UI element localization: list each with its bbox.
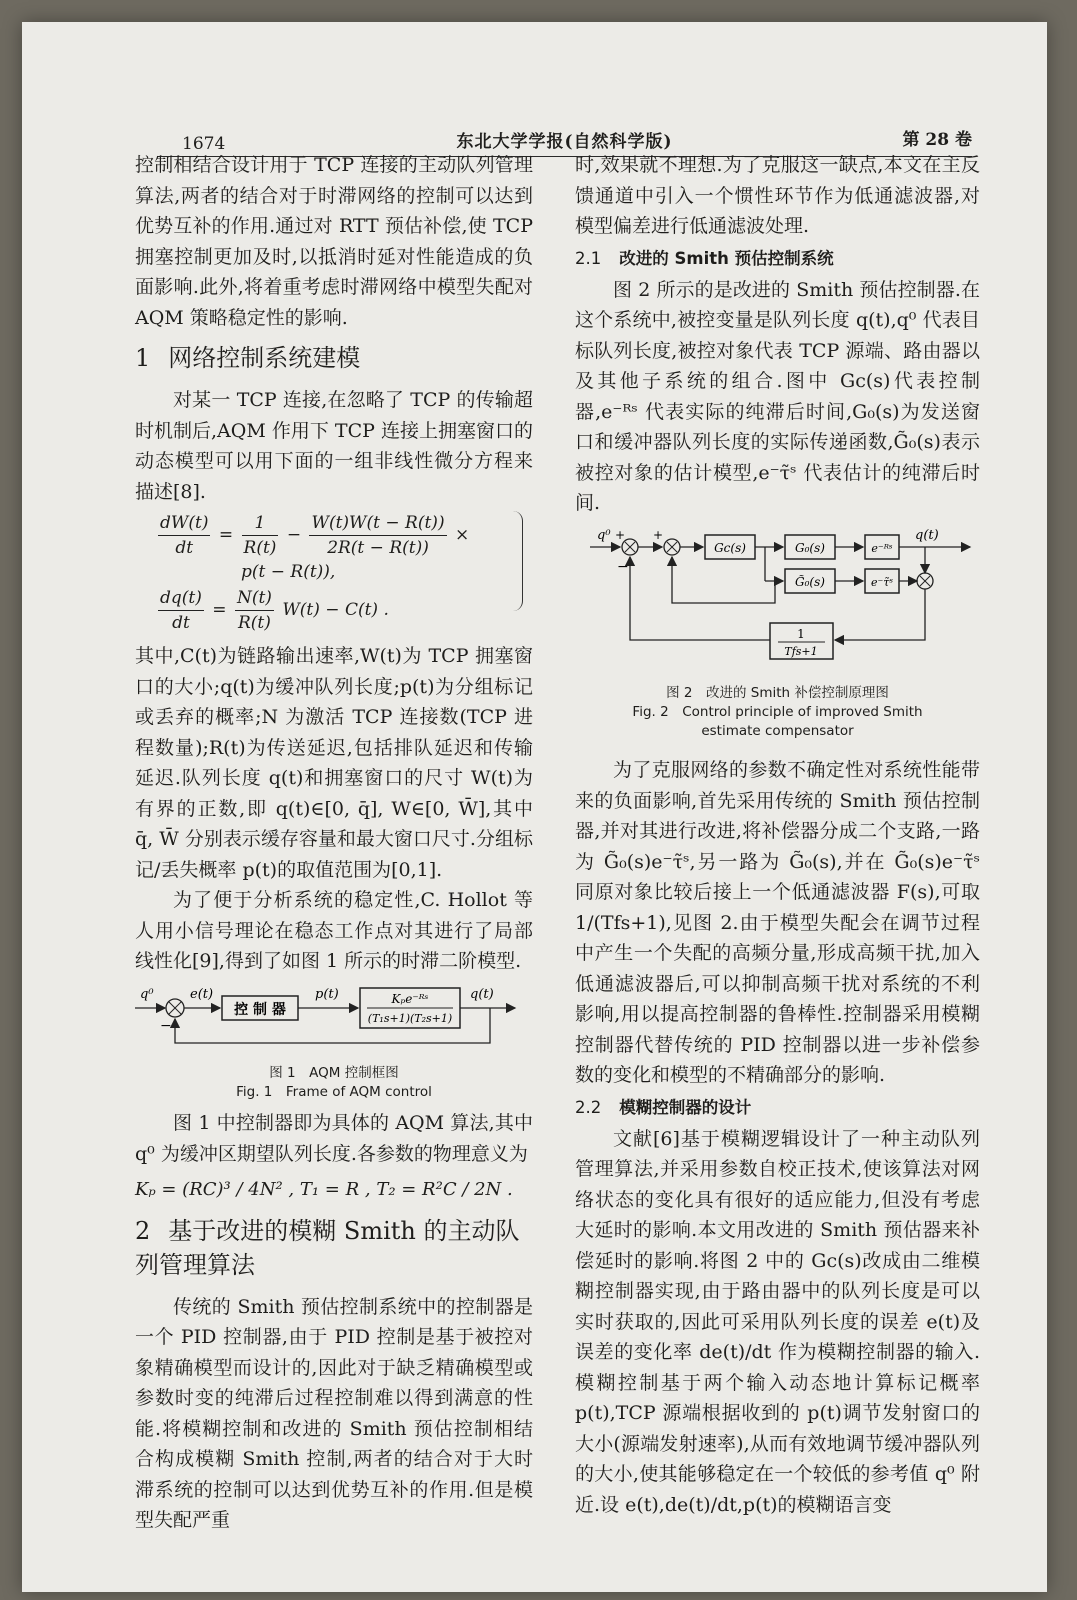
fig1-minus-sign: − (160, 1017, 172, 1034)
fig2-delay-estimate-label: e⁻τ̃ˢ (870, 575, 894, 589)
volume-label: 第 28 卷 (902, 130, 972, 150)
intro-paragraph: 控制相结合设计用于 TCP 连接的主动队列管理算法,两者的结合对于时滞网络的控制可以达到优势互补的作用.通过对 RTT 预估补偿,使 TCP 拥塞控制更加及时,以抵消时延对性能造成的负面影响.此外,将着重考虑时滞网络中模型失配对 AQM 策略稳定性的影响. (135, 154, 533, 329)
fig2-filter-denominator: Tfs+1 (784, 644, 818, 658)
page-number: 1674 (182, 134, 226, 154)
fig2-input-label: q⁰ (597, 527, 611, 543)
journal-name: 东北大学学报(自然科学版) (456, 132, 673, 152)
equation-1: $\frac{dW(t)}{dt}$ = $\frac{1}{R(t)}$ − $\frac{W(t)W(t - R(t))}{2R(t - R(t))}$ × (160, 513, 470, 558)
left-column (135, 150, 533, 1536)
fig1-caption-en: Fig. 1 Frame of AQM control (236, 1084, 432, 1100)
equation-system (155, 511, 533, 635)
fig2-filter-numerator: 1 (797, 626, 805, 641)
fig1-p-label: p(t) (315, 986, 339, 1002)
right-column (575, 150, 980, 1520)
fig2-caption-zh: 图 2 改进的 Smith 补偿控制原理图 (666, 685, 889, 701)
fig2-caption-en: Fig. 2 Control principle of improved Smith estimate compensator (632, 704, 923, 739)
fig2-output-label: q(t) (915, 527, 939, 543)
section-1-para-3: 为了便于分析系统的稳定性,C. Hollot 等人用小信号理论在稳态工作点对其进行了局部线性化[9],得到了如图 1 所示的时滞二阶模型. (135, 889, 533, 972)
parameter-equation: Kₚ = (RC)³ / 4N² , T₁ = R , T₂ = R²C / 2N . (135, 1179, 513, 1200)
figure-1 (135, 983, 533, 1103)
section-1-heading: 1 网络控制系统建模 (135, 344, 361, 372)
fig1-caption-zh: 图 1 AQM 控制框图 (269, 1065, 399, 1081)
section-2-2-para-1: 文献[6]基于模糊逻辑设计了一种主动队列管理算法,并采用参数自校正技术,使该算法对网络状态的变化具有很好的适应能力,但没有考虑大延时的影响.本文用改进的 Smith 预估器来补偿延时的影响.将图 2 中的 Gc(s)改成由二维模糊控制器实现,由于路由器中的队列长度是可以实时获取的,因此可采用队列长度的误差 e(t)及误差的变化率 de(t)/dt 作为模糊控制器的输入.模糊控制基于两个输入动态地计算标记概率 p(t),TCP 源端根据收到的 p(t)调节发射窗口的大小(源端发射速率),从而有效地调节缓冲器队列的大小,使其能够稳定在一个较低的参考值 q⁰ 附近.设 e(t),de(t)/dt,p(t)的模糊语言变 (575, 1127, 980, 1516)
section-1-para-2: 其中,C(t)为链路输出速率,W(t)为 TCP 拥塞窗口的大小;q(t)为缓冲队列长度;p(t)为分组标记或丢弃的概率;N 为激活 TCP 连接数(TCP 进程数量);R(t)为传送延迟,包括排队延迟和传输延迟.队列长度 q(t)和拥塞窗口的尺寸 W(t)为有界的正数,即 q(t)∈[0, q̄], W∈[0, W̄],其中 q̄, W̄ 分别表示缓存容量和最大窗口尺寸.分组标记/丢失概率 p(t)的取值范围为[0,1]. (135, 645, 533, 881)
section-2-2-heading: 2.2 模糊控制器的设计 (575, 1097, 752, 1117)
equation-1-continuation: p(t − R(t)), (241, 562, 336, 582)
section-1-para-4: 图 1 中控制器即为具体的 AQM 算法,其中 q⁰ 为缓冲区期望队列长度.各参数的物理意义为 (135, 1112, 533, 1165)
fig1-error-label: e(t) (190, 986, 214, 1002)
fig2-g0-estimate-label: G̃₀(s) (795, 574, 825, 589)
continuation-paragraph: 时,效果就不理想.为了克服这一缺点,本文在主反馈通道中引入一个惯性环节作为低通滤波器,对模型偏差进行低通滤波处理. (575, 154, 980, 237)
section-2-para-1: 传统的 Smith 预估控制系统中的控制器是一个 PID 控制器,由于 PID 控制是基于被控对象精确模型而设计的,因此对于缺乏精确模型或参数时变的纯滞后过程控制难以得到满意的性能.将模糊控制和改进的 Smith 预估控制相结合构成模糊 Smith 控制,两者的结合对于大时滞系统的控制可以达到优势互补的作用.但是模型失配严重 (135, 1295, 533, 1531)
fig2-gc-label: Gc(s) (714, 540, 746, 555)
section-2-1-para-1: 图 2 所示的是改进的 Smith 预估控制器.在这个系统中,被控变量是队列长度 q(t),q⁰ 代表目标队列长度,被控对象代表 TCP 源端、路由器以及其他子系统的组合.图中 Gc(s)代表控制器,e⁻ᴿˢ 代表实际的纯滞后时间,G₀(s)为发送窗口和缓冲器队列长度的实际传递函数,G̃₀(s)表示被控对象的估计模型,e⁻τ̃ˢ 代表估计的纯滞后时间. (575, 278, 980, 514)
fig2-plus-2: + (653, 527, 664, 542)
section-2-1-para-2: 为了克服网络的参数不确定性对系统性能带来的负面影响,首先采用传统的 Smith 预估控制器,并对其进行改进,将补偿器分成二个支路,一路为 G̃₀(s)e⁻τ̃ˢ,另一路为 G̃₀(s),并在 G̃₀(s)e⁻τ̃ˢ 同原对象比较后接上一个低通滤波器 F(s),可取 1/(Tfs+1),见图 2.由于模型失配会在调节过程中产生一个失配的高频分量,形成高频干扰,加入低通滤波器后,可以抑制高频干扰对系统的不利影响,用以提高控制器的鲁棒性.控制器采用模糊控制器代替传统的 PID 控制器以进一步补偿参数的变化和模型的不精确部分的影响. (575, 759, 980, 1086)
section-2-1-heading: 2.1 改进的 Smith 预估控制系统 (575, 248, 834, 268)
figure-2 (575, 525, 980, 742)
fig2-plus-1: + (615, 527, 626, 542)
aqm-block-diagram (135, 983, 533, 1055)
fig1-plant-denominator: (T₁s+1)(T₂s+1) (367, 1011, 453, 1025)
fig2-minus-sign: − (617, 558, 629, 575)
fig1-plant-numerator: Kₚe⁻ᴿˢ (391, 991, 429, 1006)
fig1-input-label: q⁰ (140, 986, 154, 1002)
smith-block-diagram (575, 525, 980, 675)
section-2-heading: 2 基于改进的模糊 Smith 的主动队列管理算法 (135, 1216, 520, 1279)
fig2-g0-label: G₀(s) (795, 540, 825, 555)
section-1-para-1: 对某一 TCP 连接,在忽略了 TCP 的传输超时机制后,AQM 作用下 TCP 连接上拥塞窗口的动态模型可以用下面的一组非线性微分方程来描述[8]. (135, 389, 533, 503)
equation-2: $\frac{dq(t)}{dt}$ = $\frac{N(t)}{R(t)}$ W(t) − C(t) . (160, 588, 389, 633)
fig1-output-label: q(t) (470, 986, 494, 1002)
fig2-delay-label: e⁻ᴿˢ (871, 541, 893, 555)
fig1-controller-label: 控 制 器 (234, 1001, 286, 1018)
